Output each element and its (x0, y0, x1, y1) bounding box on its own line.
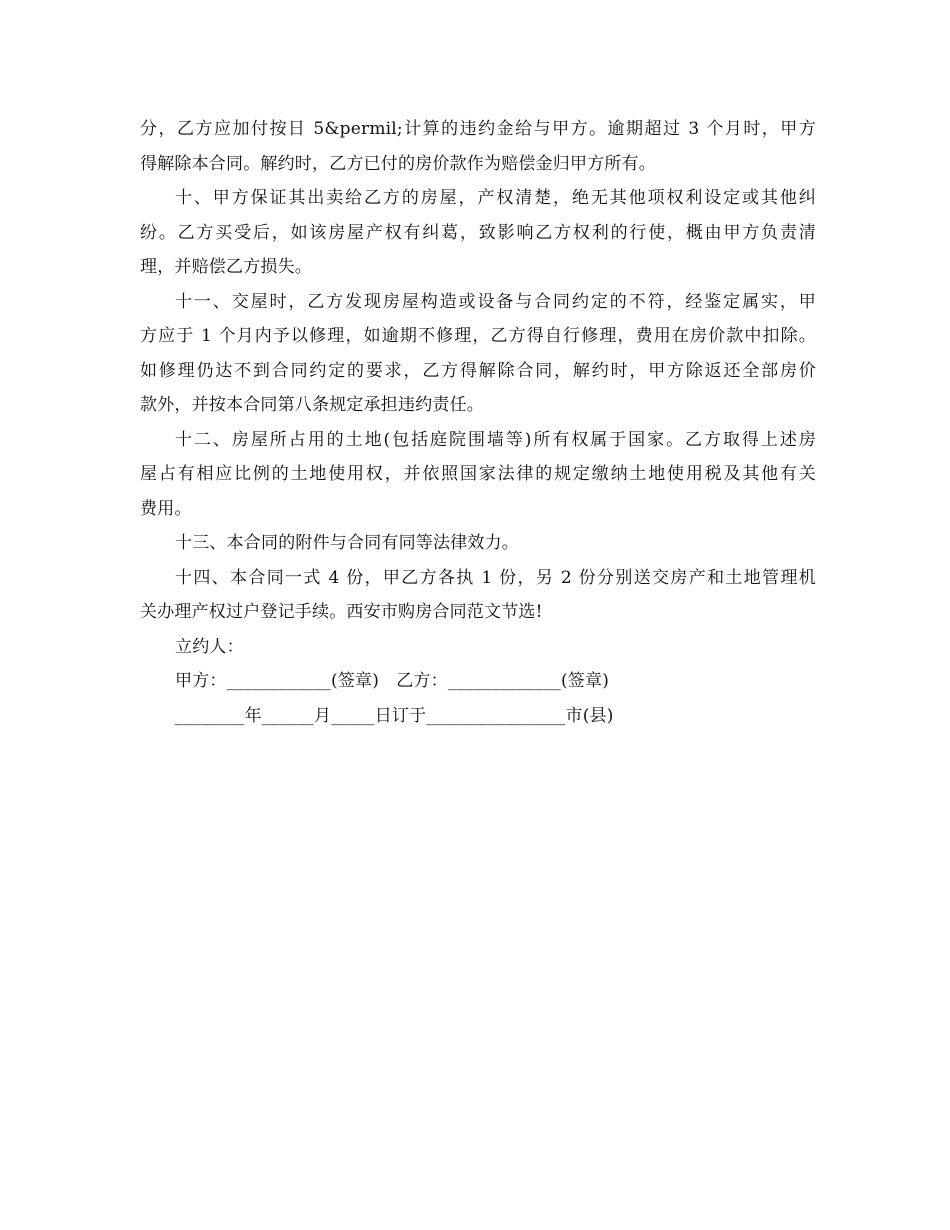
signature-line: 甲方：____________(签章) 乙方：_____________(签章) (175, 671, 610, 691)
clause-11-line: 款外，并按本合同第八条规定承担违约责任。 (140, 395, 484, 415)
contract-page (140, 112, 816, 733)
clause-12-line: 屋占有相应比例的土地使用权，并依照国家法律的规定缴纳土地使用税及其他有关 (140, 464, 816, 484)
paragraph-line: 得解除本合同。解约时，乙方已付的房价款作为赔偿金归甲方所有。 (140, 153, 656, 174)
clause-10-line: 十、甲方保证其出卖给乙方的房屋，产权清楚，绝无其他项权利设定或其他纠 (175, 188, 816, 208)
clause-12-line: 十二、房屋所占用的土地(包括庭院围墙等)所有权属于国家。乙方取得上述房 (175, 429, 816, 450)
clause-12-line: 费用。 (140, 498, 192, 519)
clause-11-line: 如修理仍达不到合同约定的要求，乙方得解除合同，解约时，甲方除返还全部房价 (140, 360, 816, 381)
clause-13-line: 十三、本合同的附件与合同有同等法律效力。 (175, 533, 519, 553)
clause-10-line: 理，并赔偿乙方损失。 (140, 257, 312, 277)
clause-10-line: 纷。乙方买受后，如该房屋产权有纠葛，致影响乙方权利的行使，概由甲方负责清 (140, 222, 816, 243)
signatories-label: 立约人： (175, 636, 244, 657)
clause-14-line: 十四、本合同一式 4 份，甲乙方各执 1 份，另 2 份分别送交房产和土地管理机 (175, 567, 816, 588)
clause-11-line: 方应于 1 个月内予以修理，如逾期不修理，乙方得自行修理，费用在房价款中扣除。 (140, 326, 816, 346)
clause-11-line: 十一、交屋时，乙方发现房屋构造或设备与合同约定的不符，经鉴定属实，甲 (175, 291, 816, 312)
paragraph-line: 分，乙方应加付按日 5&permil;计算的违约金给与甲方。逾期超过 3 个月时，甲方 (140, 119, 816, 139)
clause-14-line: 关办理产权过户登记手续。西安市购房合同范文节选! (140, 602, 543, 622)
date-place-line: ________年______月_____日订于________________市(县) (175, 705, 614, 726)
